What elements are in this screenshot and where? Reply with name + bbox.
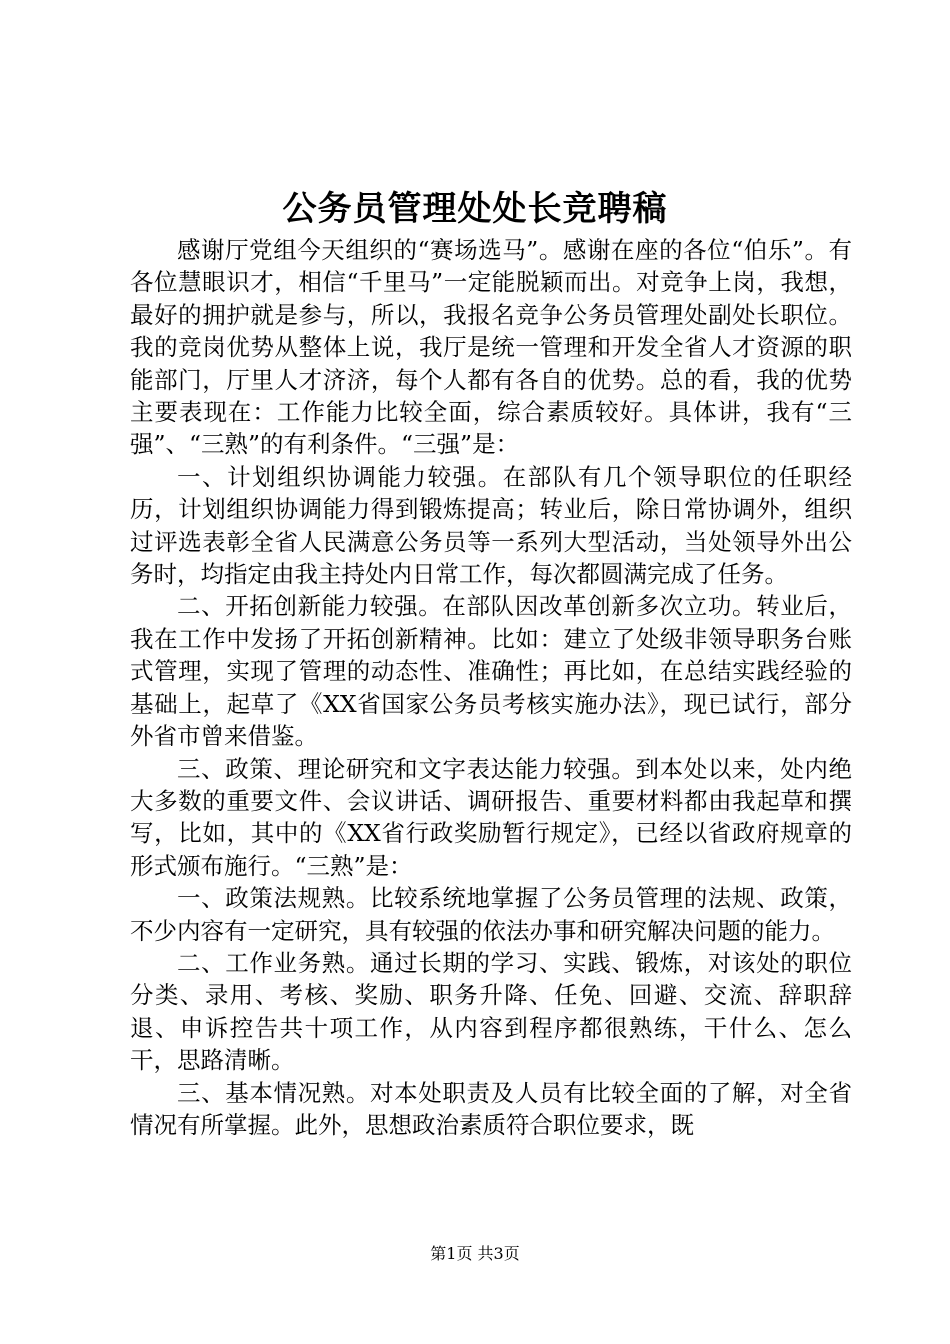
paragraph-strength-1: 一、计划组织协调能力较强。在部队有几个领导职位的任职经历，计划组织协调能力得到锻炼提高；转业后，除日常协调外，组织过评选表彰全省人民满意公务员等一系列大型活动，当处领导外出公务时，均指定由我主持处内日常工作，每次都圆满完成了任务。 xyxy=(130,462,852,589)
page-number-footer: 第1页 共3页 xyxy=(430,1244,520,1263)
document-body xyxy=(130,234,852,1141)
paragraph-strength-2: 二、开拓创新能力较强。在部队因改革创新多次立功。转业后，我在工作中发扬了开拓创新精神。比如：建立了处级非领导职务台账式管理，实现了管理的动态性、准确性；再比如，在总结实践经验的基础上，起草了《XX省国家公务员考核实施办法》，现已试行，部分外省市曾来借鉴。 xyxy=(130,592,852,751)
paragraph-intro: 感谢厅党组今天组织的“赛场选马”。感谢在座的各位“伯乐”。有各位慧眼识才，相信“千里马”一定能脱颖而出。对竞争上岗，我想，最好的拥护就是参与，所以，我报名竞争公务员管理处副处长职位。我的竞岗优势从整体上说，我厅是统一管理和开发全省人才资源的职能部门，厅里人才济济，每个人都有各自的优势。总的看，我的优势主要表现在：工作能力比较全面，综合素质较好。具体讲，我有“三强”、“三熟”的有利条件。“三强”是： xyxy=(130,236,852,459)
paragraph-familiar-3: 三、基本情况熟。对本处职责及人员有比较全面的了解，对全省情况有所掌握。此外，思想政治素质符合职位要求，既 xyxy=(130,1078,852,1139)
paragraph-familiar-1: 一、政策法规熟。比较系统地掌握了公务员管理的法规、政策，不少内容有一定研究，具有较强的依法办事和研究解决问题的能力。 xyxy=(130,884,852,945)
paragraph-strength-3: 三、政策、理论研究和文字表达能力较强。到本处以来，处内绝大多数的重要文件、会议讲话、调研报告、重要材料都由我起草和撰写，比如，其中的《XX省行政奖励暂行规定》，已经以省政府规章的形式颁布施行。“三熟”是： xyxy=(130,754,852,880)
paragraph-familiar-2: 二、工作业务熟。通过长期的学习、实践、锻炼，对该处的职位分类、录用、考核、奖励、职务升降、任免、回避、交流、辞职辞退、申诉控告共十项工作，从内容到程序都很熟练，干什么、怎么干，思路清晰。 xyxy=(130,948,852,1075)
document-title: 公务员管理处处长竞聘稿 xyxy=(282,189,668,229)
